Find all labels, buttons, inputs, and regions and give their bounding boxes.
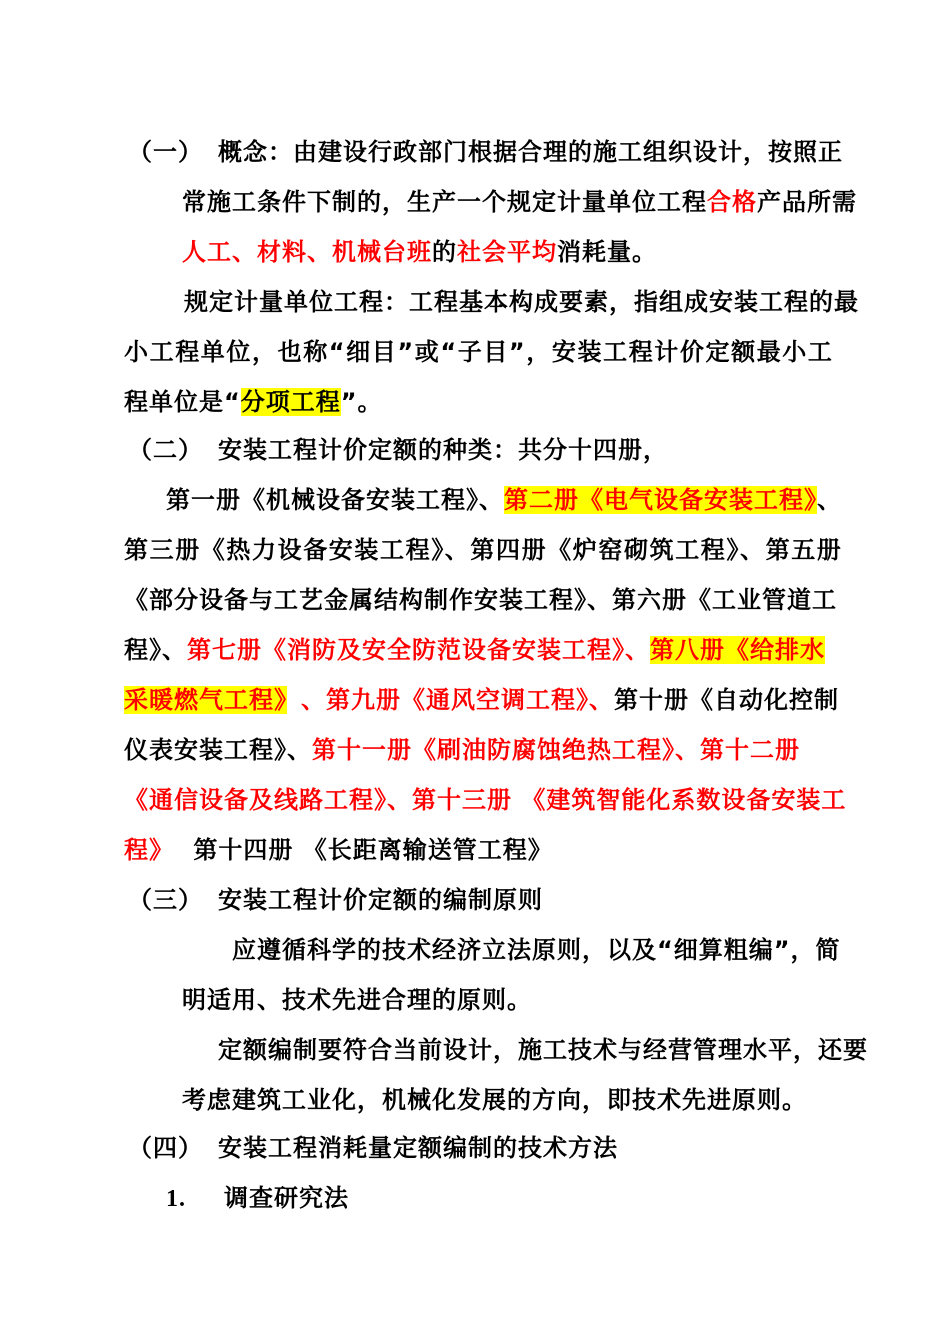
section-1-number: （一） xyxy=(128,138,203,166)
text-run: 应遵循科学的技术经济立法原则，以及“细算粗编”，简 xyxy=(232,936,841,964)
section-2-number: （二） xyxy=(128,436,203,464)
red-text-run: 《通信设备及线路工程》、第十三册 《建筑智能化系数设备安装工 xyxy=(124,786,847,814)
section-3-number: （三） xyxy=(128,886,203,914)
section-4-number: （四） xyxy=(128,1134,203,1162)
volume-line-5 xyxy=(124,680,839,720)
red-text-run: 合格 xyxy=(707,188,757,216)
text-run: 、 xyxy=(817,486,842,514)
volume-line-8 xyxy=(124,830,553,870)
red-text-run: 程》 xyxy=(124,836,174,864)
text-run: 明适用、技术先进合理的原则。 xyxy=(182,986,532,1014)
volume-line-7 xyxy=(124,780,846,820)
text-run: 考虑建筑工业化，机械化发展的方向，即技术先进原则。 xyxy=(182,1086,807,1114)
highlighted-red-text-run: 采暖燃气工程》 xyxy=(124,686,287,714)
text-run: 程单位是“ xyxy=(124,388,241,416)
red-text-run: 第七册《消防及安全防范设备安装工程》、 xyxy=(187,636,650,664)
item-1-number: 1. xyxy=(166,1186,186,1212)
item-1-heading xyxy=(166,1178,349,1218)
text-run: 消耗量。 xyxy=(557,238,657,266)
definition-line-2 xyxy=(124,332,834,372)
volume-line-2 xyxy=(124,530,842,570)
section-3-title: 安装工程计价定额的编制原则 xyxy=(218,886,543,914)
red-text-run: 第十一册《刷油防腐蚀绝热工程》、第十二册 xyxy=(312,736,800,764)
highlighted-red-text-run: 第二册《电气设备安装工程》 xyxy=(504,486,817,514)
red-text-run: 、第九册《通风空调工程》、 xyxy=(301,686,614,714)
section-1-line-2 xyxy=(182,182,857,222)
text-run: 规定计量单位工程：工程基本构成要素，指组成安装工程的最 xyxy=(184,288,859,316)
principle-line-3 xyxy=(218,1030,868,1070)
section-1-line-1 xyxy=(128,132,843,172)
section-1-text: 概念：由建设行政部门根据合理的施工组织设计，按照正 xyxy=(218,138,843,166)
volume-line-6 xyxy=(124,730,800,770)
principle-line-2 xyxy=(182,980,532,1020)
red-text-run: 社会平均 xyxy=(457,238,557,266)
principle-line-4 xyxy=(182,1080,807,1120)
text-run: 第一册《机械设备安装工程》、 xyxy=(166,486,504,514)
section-2-title: 安装工程计价定额的种类：共分十四册， xyxy=(218,436,668,464)
text-run: 产品所需 xyxy=(757,188,857,216)
text-run: 小工程单位，也称“细目”或“子目”，安装工程计价定额最小工 xyxy=(124,338,834,366)
text-run: 第十册《自动化控制 xyxy=(614,686,839,714)
section-4-title: 安装工程消耗量定额编制的技术方法 xyxy=(218,1134,618,1162)
text-run: 定额编制要符合当前设计，施工技术与经营管理水平，还要 xyxy=(218,1036,868,1064)
red-text-run: 人工、材料、机械台班 xyxy=(182,238,432,266)
text-run: 程》、 xyxy=(124,636,187,664)
volume-line-3 xyxy=(124,580,837,620)
text-run: 的 xyxy=(432,238,457,266)
text-run: 第十四册 《长距离输送管工程》 xyxy=(184,836,553,864)
definition-line-1 xyxy=(184,282,859,322)
principle-line-1 xyxy=(232,930,841,970)
text-run: 仪表安装工程》、 xyxy=(124,736,312,764)
text-run: 常施工条件下制的，生产一个规定计量单位工程 xyxy=(182,188,707,216)
highlighted-red-text-run: 第八册《给排水 xyxy=(650,636,825,664)
text-run: 《部分设备与工艺金属结构制作安装工程》、第六册《工业管道工 xyxy=(124,586,837,614)
text-run: 第三册《热力设备安装工程》、第四册《炉窑砌筑工程》、第五册 xyxy=(124,536,843,564)
section-3-heading xyxy=(128,880,543,920)
definition-line-3 xyxy=(124,382,383,422)
section-4-heading xyxy=(128,1128,618,1168)
section-2-heading xyxy=(128,430,668,470)
section-1-line-3 xyxy=(182,232,657,272)
text-run: ”。 xyxy=(340,388,383,416)
volume-line-1 xyxy=(166,480,842,520)
highlighted-text-run: 分项工程 xyxy=(240,388,341,416)
volume-line-4 xyxy=(124,630,825,670)
item-1-title: 调查研究法 xyxy=(224,1184,349,1212)
